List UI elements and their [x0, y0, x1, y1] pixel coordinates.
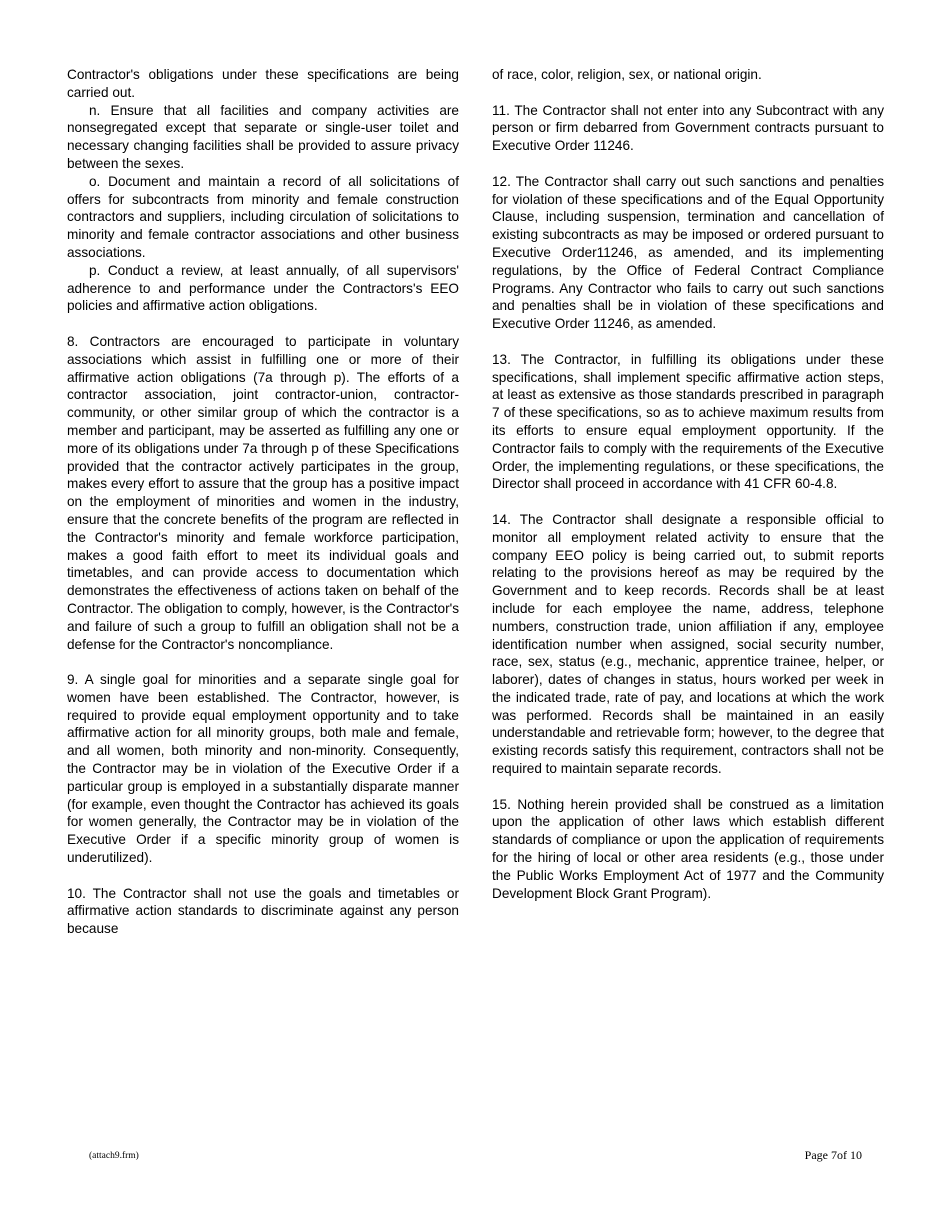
- paragraph-11: 11. The Contractor shall not enter into any Subcontract with any person or firm debarred from Government contracts pursuant to Executive Order 11246.: [492, 102, 884, 154]
- paragraph-7p: p. Conduct a review, at least annually, of all supervisors' adherence to and performance under the Contractors's EEO policies and affirmative action obligations.: [67, 262, 459, 314]
- paragraph-10-continued: of race, color, religion, sex, or national origin.: [492, 67, 762, 82]
- left-column: [67, 66, 459, 938]
- paragraph-15: 15. Nothing herein provided shall be construed as a limitation upon the application of other laws which establish different standards of compliance or upon the application of requirements for the hiring of local or other area residents (e.g., those under the Public Works Employment Act of 1977 and the Community Development Block Grant Program).: [492, 796, 884, 901]
- right-column: [492, 66, 884, 902]
- paragraph-9: 9. A single goal for minorities and a separate single goal for women have been established. The Contractor, however, is required to provide equal employment opportunity and to take affirmative action for all minority groups, both male and female, and all women, both minority and non-minority. Consequently, the Contractor may be in violation of the Executive Order if a particular group is employed in a substantially disparate manner (for example, even thought the Contractor has achieved its goals for women generally, the Contractor may be in violation of the Executive Order if a specific minority group of women is underutilized).: [67, 672, 459, 866]
- paragraph-7o: o. Document and maintain a record of all solicitations of offers for subcontracts from minority and female construction contractors and suppliers, including circulation of solicitations to minority and female contractor associations and other business associations.: [67, 173, 459, 260]
- paragraph-7-continued: Contractor's obligations under these specifications are being carried out.: [67, 67, 459, 100]
- paragraph-14: 14. The Contractor shall designate a responsible official to monitor all employment related activity to ensure that the company EEO policy is being carried out, to submit reports relating to the provisions hereof as may be required by the Government and to keep records. Records shall be at least include for each employee the name, address, telephone numbers, construction trade, union affiliation if any, employee identification number when assigned, social security number, race, sex, status (e.g., mechanic, apprentice trainee, helper, or laborer), dates of changes in status, hours worked per week in the indicated trade, rate of pay, and locations at which the work was performed. Records shall be maintained in an easily understandable and retrievable form; however, to the degree that existing records satisfy this requirement, contractors shall not be required to maintain separate records.: [492, 511, 884, 777]
- paragraph-13: 13. The Contractor, in fulfilling its obligations under these specifications, shall implement specific affirmative action steps, at least as extensive as those standards prescribed in paragraph 7 of these specifications, so as to achieve maximum results from its efforts to ensure equal employment opportunity. If the Contractor fails to comply with the requirements of the Executive Order, the implementing regulations, or these specifications, the Director shall proceed in accordance with 41 CFR 60-4.8.: [492, 351, 884, 492]
- footer-file-name: (attach9.frm): [89, 1151, 139, 1161]
- paragraph-8: 8. Contractors are encouraged to participate in voluntary associations which assist in fulfilling one or more of their affirmative action obligations (7a through p). The efforts of a contractor association, joint contractor-union, contractor-community, or other similar group of which the contractor is a member and participant, may be asserted as fulfilling any one or more of its obligations under 7a through p of these Specifications provided that the contractor actively participates in the group, makes every effort to assure that the group has a positive impact on the employment of minorities and women in the industry, ensure that the concrete benefits of the program are reflected in the Contractor's minority and female workforce participation, makes a good faith effort to meet its individual goals and timetables, and can provide access to documentation which demonstrates the effectiveness of actions taken on behalf of the Contractor. The obligation to comply, however, is the Contractor's and failure of such a group to fulfill an obligation shall not be a defense for the Contractor's noncompliance.: [67, 333, 459, 652]
- footer-page-number: Page 7of 10: [804, 1148, 862, 1162]
- paragraph-10: 10. The Contractor shall not use the goals and timetables or affirmative action standards to discriminate against any person because: [67, 885, 459, 937]
- paragraph-7n: n. Ensure that all facilities and company activities are nonsegregated except that separate or single-user toilet and necessary changing facilities shall be provided to assure privacy between the sexes.: [67, 102, 459, 171]
- paragraph-12: 12. The Contractor shall carry out such sanctions and penalties for violation of these specifications and of the Equal Opportunity Clause, including suspension, termination and cancellation of existing subcontracts as may be imposed or ordered pursuant to Executive Order11246, as amended, and its implementing regulations, by the Office of Federal Contract Compliance Programs. Any Contractor who fails to carry out such sanctions and penalties shall be in violation of these specifications and Executive Order 11246, as amended.: [492, 173, 884, 332]
